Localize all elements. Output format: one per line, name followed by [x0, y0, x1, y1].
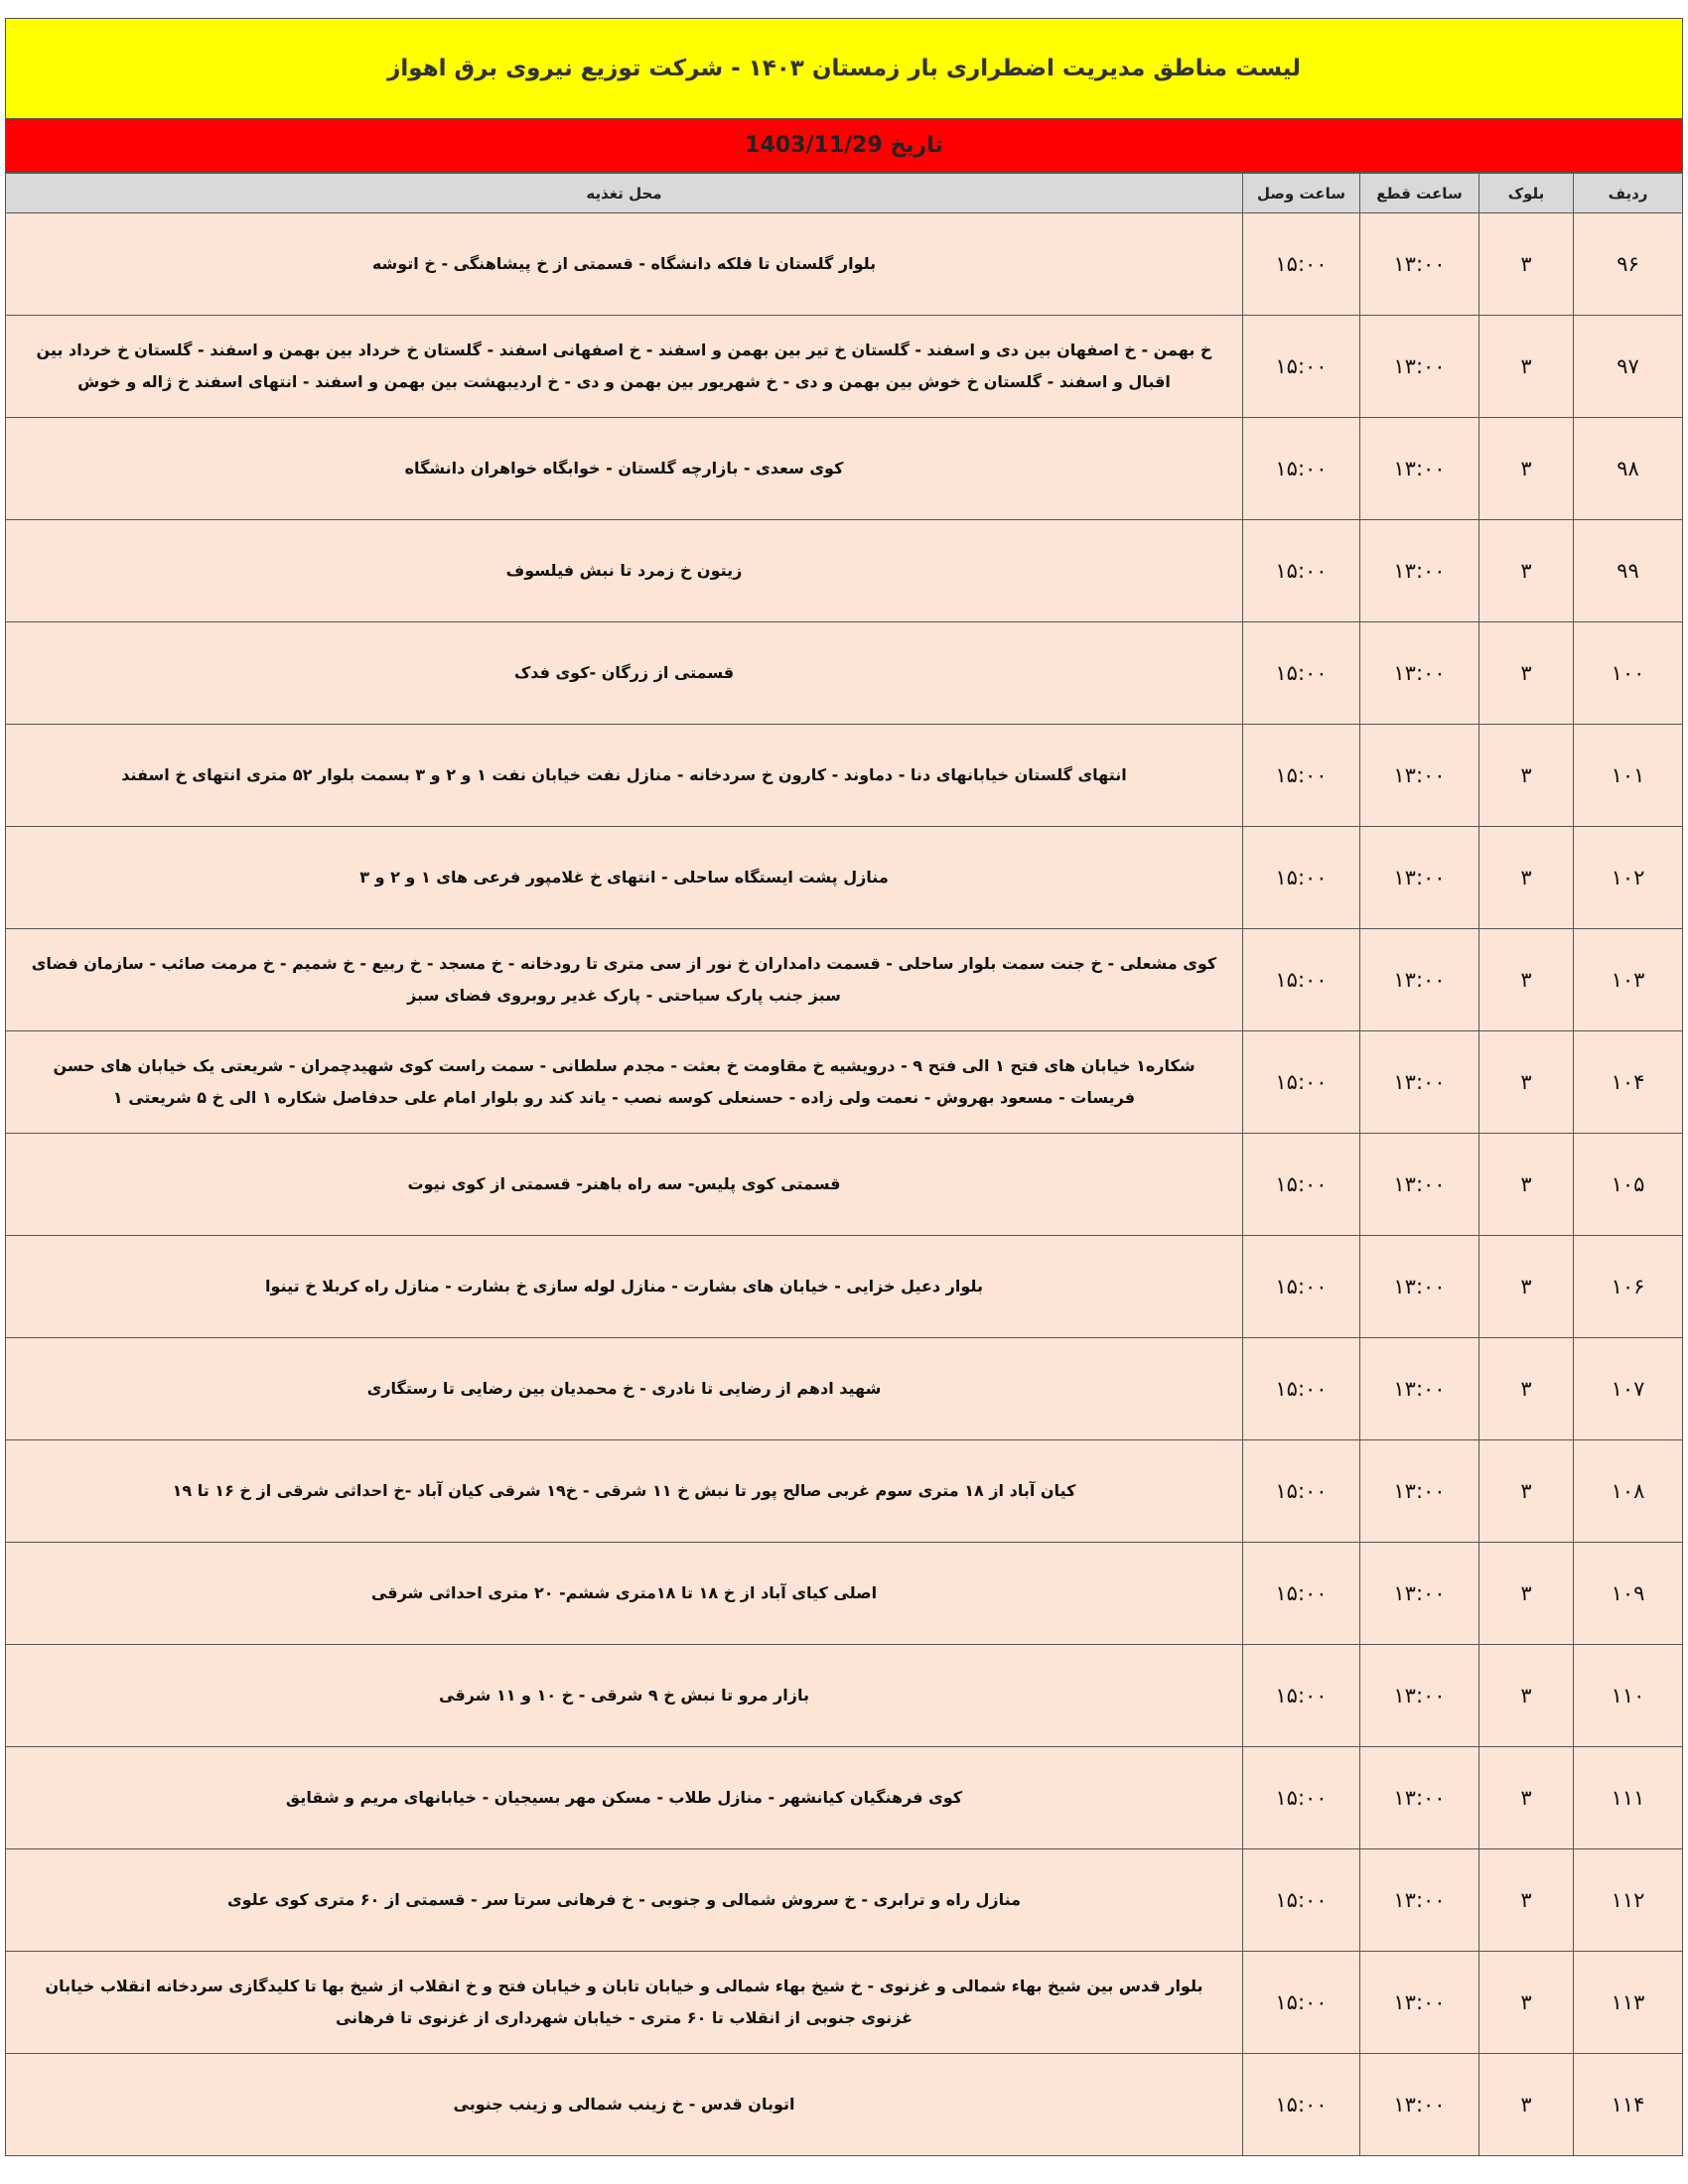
table-row: [6, 1645, 1683, 1747]
cell-connect-time: ۱۵:۰۰: [1243, 1645, 1360, 1747]
table-row: [6, 1440, 1683, 1543]
cell-block: ۳: [1479, 1849, 1574, 1952]
cell-row-number: ۱۱۴: [1574, 2054, 1683, 2156]
cell-row-number: ۹۷: [1574, 316, 1683, 418]
header-cut-time: ساعت قطع: [1360, 174, 1479, 213]
table-row: [6, 520, 1683, 622]
cell-connect-time: ۱۵:۰۰: [1243, 1134, 1360, 1236]
table-row: [6, 1747, 1683, 1849]
cell-block: ۳: [1479, 1747, 1574, 1849]
cell-block: ۳: [1479, 520, 1574, 622]
cell-row-number: ۱۰۲: [1574, 827, 1683, 929]
cell-connect-time: ۱۵:۰۰: [1243, 1952, 1360, 2054]
cell-cut-time: ۱۳:۰۰: [1360, 1440, 1479, 1543]
cell-location: قسمتی از زرگان -کوی فدک: [6, 622, 1243, 725]
table-row: [6, 213, 1683, 316]
table-row: [6, 1031, 1683, 1134]
cell-location: بلوار گلستان تا فلکه دانشگاه - قسمتی از خ پیشاهنگی - خ اتوشه: [6, 213, 1243, 316]
cell-cut-time: ۱۳:۰۰: [1360, 622, 1479, 725]
cell-location: کیان آباد از ۱۸ متری سوم غربی صالح پور تا نبش خ ۱۱ شرقی - خ۱۹ شرقی کیان آباد -خ احداثی شرقی از خ ۱۶ تا ۱۹: [6, 1440, 1243, 1543]
cell-cut-time: ۱۳:۰۰: [1360, 418, 1479, 520]
cell-location: کوی مشعلی - خ جنت سمت بلوار ساحلی - قسمت دامداران خ نور از سی متری تا رودخانه - خ مسجد - خ ربیع - خ شمیم - خ مرمت صائب - سازمان فضای سبز جنب پارک سیاحتی - پارک غدیر روبروی فضای سبز: [6, 929, 1243, 1031]
date-banner: تاریخ 1403/11/29: [5, 119, 1683, 173]
cell-location: اتوبان قدس - خ زینب شمالی و زینب جنوبی: [6, 2054, 1243, 2156]
cell-cut-time: ۱۳:۰۰: [1360, 929, 1479, 1031]
cell-cut-time: ۱۳:۰۰: [1360, 1338, 1479, 1440]
cell-row-number: ۱۱۲: [1574, 1849, 1683, 1952]
cell-cut-time: ۱۳:۰۰: [1360, 1134, 1479, 1236]
header-location: محل تغذیه: [6, 174, 1243, 213]
cell-cut-time: ۱۳:۰۰: [1360, 316, 1479, 418]
schedule-table: [5, 173, 1683, 2156]
cell-block: ۳: [1479, 1134, 1574, 1236]
cell-cut-time: ۱۳:۰۰: [1360, 2054, 1479, 2156]
cell-cut-time: ۱۳:۰۰: [1360, 1645, 1479, 1747]
cell-location: شهید ادهم از رضایی تا نادری - خ محمدیان بین رضایی تا رستگاری: [6, 1338, 1243, 1440]
cell-connect-time: ۱۵:۰۰: [1243, 316, 1360, 418]
cell-cut-time: ۱۳:۰۰: [1360, 1543, 1479, 1645]
cell-location: شکاره۱ خیابان های فتح ۱ الی فتح ۹ - درویشیه خ مقاومت خ بعثت - مجدم سلطانی - سمت راست کوی شهیدچمران - شریعتی یک خیابان های حسن فریسات - مسعود بهروش - نعمت ولی زاده - حسنعلی کوسه نصب - یاند کند رو بلوار امام علی حدفاصل شکاره ۱ الی خ ۵ شریعتی ۱: [6, 1031, 1243, 1134]
cell-row-number: ۱۰۴: [1574, 1031, 1683, 1134]
cell-connect-time: ۱۵:۰۰: [1243, 1031, 1360, 1134]
cell-connect-time: ۱۵:۰۰: [1243, 1236, 1360, 1338]
cell-block: ۳: [1479, 1031, 1574, 1134]
cell-cut-time: ۱۳:۰۰: [1360, 1849, 1479, 1952]
cell-row-number: ۱۰۸: [1574, 1440, 1683, 1543]
cell-location: خ بهمن - خ اصفهان بین دی و اسفند - گلستان خ تیر بین بهمن و اسفند - خ اصفهانی اسفند - گلستان خ خرداد بین بهمن و اسفند - گلستان خ خرداد بین اقبال و اسفند - گلستان خ خوش بین بهمن و دی - خ شهریور بین بهمن و دی - خ اردیبهشت بین بهمن و اسفند - انتهای اسفند خ ژاله و خوش: [6, 316, 1243, 418]
cell-row-number: ۱۰۷: [1574, 1338, 1683, 1440]
table-row: [6, 929, 1683, 1031]
cell-block: ۳: [1479, 929, 1574, 1031]
header-row-number: ردیف: [1574, 174, 1683, 213]
cell-location: بلوار قدس بین شیخ بهاء شمالی و غزنوی - خ شیخ بهاء شمالی و خیابان تابان و خیابان فتح و خ انقلاب از شیخ بها تا کلیدگازی سردخانه انقلاب خیابان غزنوی جنوبی از انقلاب تا ۶۰ متری - خیابان شهرداری از غزنوی تا فرهانی: [6, 1952, 1243, 2054]
cell-row-number: ۱۰۶: [1574, 1236, 1683, 1338]
cell-cut-time: ۱۳:۰۰: [1360, 1747, 1479, 1849]
table-row: [6, 1338, 1683, 1440]
cell-connect-time: ۱۵:۰۰: [1243, 827, 1360, 929]
cell-block: ۳: [1479, 1543, 1574, 1645]
cell-cut-time: ۱۳:۰۰: [1360, 827, 1479, 929]
cell-connect-time: ۱۵:۰۰: [1243, 1543, 1360, 1645]
cell-cut-time: ۱۳:۰۰: [1360, 520, 1479, 622]
table-row: [6, 316, 1683, 418]
cell-block: ۳: [1479, 316, 1574, 418]
cell-cut-time: ۱۳:۰۰: [1360, 1952, 1479, 2054]
cell-connect-time: ۱۵:۰۰: [1243, 929, 1360, 1031]
table-row: [6, 418, 1683, 520]
table-row: [6, 827, 1683, 929]
cell-row-number: ۱۰۵: [1574, 1134, 1683, 1236]
cell-connect-time: ۱۵:۰۰: [1243, 2054, 1360, 2156]
cell-cut-time: ۱۳:۰۰: [1360, 1236, 1479, 1338]
cell-row-number: ۱۰۱: [1574, 725, 1683, 827]
cell-location: قسمتی کوی پلیس- سه راه باهنر- قسمتی از کوی نیوت: [6, 1134, 1243, 1236]
table-row: [6, 1236, 1683, 1338]
cell-row-number: ۱۰۹: [1574, 1543, 1683, 1645]
cell-location: بازار مرو تا نبش خ ۹ شرقی - خ ۱۰ و ۱۱ شرقی: [6, 1645, 1243, 1747]
table-row: [6, 725, 1683, 827]
table-row: [6, 1543, 1683, 1645]
cell-connect-time: ۱۵:۰۰: [1243, 622, 1360, 725]
cell-location: منازل راه و ترابری - خ سروش شمالی و جنوبی - خ فرهانی سرتا سر - قسمتی از ۶۰ متری کوی علوی: [6, 1849, 1243, 1952]
cell-row-number: ۹۶: [1574, 213, 1683, 316]
cell-cut-time: ۱۳:۰۰: [1360, 725, 1479, 827]
cell-row-number: ۹۸: [1574, 418, 1683, 520]
cell-block: ۳: [1479, 418, 1574, 520]
cell-connect-time: ۱۵:۰۰: [1243, 1747, 1360, 1849]
cell-connect-time: ۱۵:۰۰: [1243, 1338, 1360, 1440]
header-block: بلوک: [1479, 174, 1574, 213]
table-row: [6, 622, 1683, 725]
cell-block: ۳: [1479, 1440, 1574, 1543]
cell-location: کوی فرهنگیان کیانشهر - منازل طلاب - مسکن مهر بسیجیان - خیابانهای مریم و شقایق: [6, 1747, 1243, 1849]
cell-row-number: ۱۱۳: [1574, 1952, 1683, 2054]
cell-location: زیتون خ زمرد تا نبش فیلسوف: [6, 520, 1243, 622]
table-row: [6, 1849, 1683, 1952]
cell-block: ۳: [1479, 725, 1574, 827]
cell-block: ۳: [1479, 2054, 1574, 2156]
cell-connect-time: ۱۵:۰۰: [1243, 418, 1360, 520]
cell-block: ۳: [1479, 1645, 1574, 1747]
cell-location: اصلی کیای آباد از خ ۱۸ تا ۱۸متری ششم- ۲۰ متری احداثی شرقی: [6, 1543, 1243, 1645]
cell-block: ۳: [1479, 1338, 1574, 1440]
cell-block: ۳: [1479, 1952, 1574, 2054]
cell-block: ۳: [1479, 213, 1574, 316]
cell-connect-time: ۱۵:۰۰: [1243, 1849, 1360, 1952]
table-row: [6, 2054, 1683, 2156]
cell-row-number: ۱۰۰: [1574, 622, 1683, 725]
cell-block: ۳: [1479, 622, 1574, 725]
cell-connect-time: ۱۵:۰۰: [1243, 1440, 1360, 1543]
cell-location: بلوار دعیل خزایی - خیابان های بشارت - منازل لوله سازی خ بشارت - منازل راه کربلا خ تینوا: [6, 1236, 1243, 1338]
table-row: [6, 1134, 1683, 1236]
cell-block: ۳: [1479, 1236, 1574, 1338]
cell-row-number: ۱۱۱: [1574, 1747, 1683, 1849]
cell-location: منازل پشت ایستگاه ساحلی - انتهای خ غلامپور فرعی های ۱ و ۲ و ۳: [6, 827, 1243, 929]
page-title: لیست مناطق مدیریت اضطراری بار زمستان ۱۴۰۳ - شرکت توزیع نیروی برق اهواز: [5, 18, 1683, 119]
cell-row-number: ۱۱۰: [1574, 1645, 1683, 1747]
header-connect-time: ساعت وصل: [1243, 174, 1360, 213]
cell-connect-time: ۱۵:۰۰: [1243, 213, 1360, 316]
header-row: [6, 174, 1683, 213]
cell-location: انتهای گلستان خیابانهای دنا - دماوند - کارون خ سردخانه - منازل نفت خیابان نفت ۱ و ۲ و ۳ بسمت بلوار ۵۲ متری انتهای خ اسفند: [6, 725, 1243, 827]
cell-connect-time: ۱۵:۰۰: [1243, 520, 1360, 622]
cell-row-number: ۱۰۳: [1574, 929, 1683, 1031]
cell-row-number: ۹۹: [1574, 520, 1683, 622]
schedule-sheet: [5, 18, 1683, 2156]
cell-cut-time: ۱۳:۰۰: [1360, 213, 1479, 316]
cell-cut-time: ۱۳:۰۰: [1360, 1031, 1479, 1134]
cell-block: ۳: [1479, 827, 1574, 929]
table-row: [6, 1952, 1683, 2054]
cell-connect-time: ۱۵:۰۰: [1243, 725, 1360, 827]
cell-location: کوی سعدی - بازارچه گلستان - خوابگاه خواهران دانشگاه: [6, 418, 1243, 520]
